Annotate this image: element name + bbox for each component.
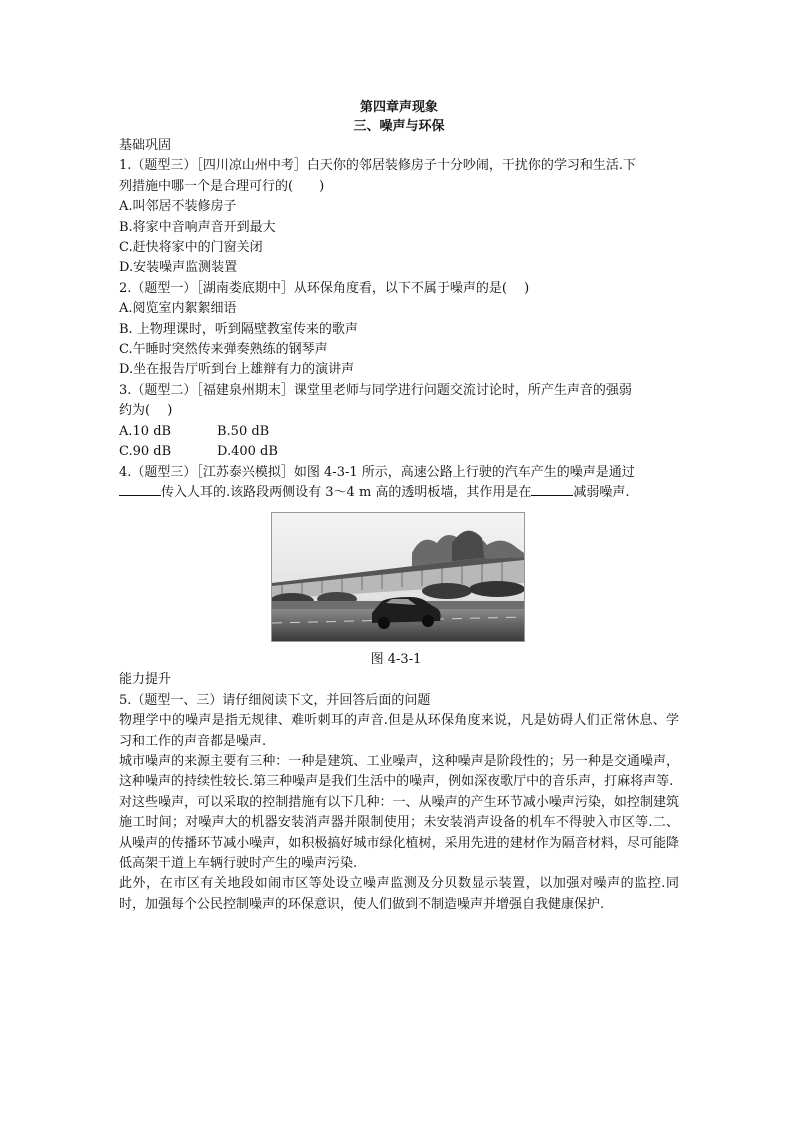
q2-option-c: C.午睡时突然传来弹奏熟练的钢琴声 (119, 342, 328, 358)
q4-stem-line2 (119, 483, 679, 503)
passage-paragraph-2: 城市噪声的来源主要有三种：一种是建筑、工业噪声，这种噪声是阶段性的；另一种是交通噪声，这种噪声的持续性较长.第三种噪声是我们生活中的噪声，例如深夜歌厅中的音乐声，打麻将声等. (119, 753, 679, 790)
section-title: 三、噪声与环保 (353, 119, 445, 134)
q3-option-a: A.10 dB (119, 423, 172, 439)
q3-options-row1 (119, 422, 679, 442)
highway-noise-barrier-photo (271, 512, 525, 642)
basic-heading: 基础巩固 (119, 138, 172, 153)
q1-stem-line2: 列措施中哪一个是合理可行的( ) (119, 178, 325, 194)
answer-blank-2[interactable] (531, 483, 573, 496)
q2-option-d: D.坐在报告厅听到台上雄辩有力的演讲声 (119, 362, 355, 378)
passage-paragraph-3: 对这些噪声，可以采取的控制措施有以下几种：一、从噪声的产生环节减小噪声污染，如控制建筑施工时间；对噪声大的机器安装消声器并限制使用；未安装消声设备的机车不得驶入市区等.二、从噪声的传播环节减小噪声，如积极搞好城市绿化植树，采用先进的建材作为隔音材料，尽可能降低高架干道上车辆行驶时产生的噪声污染. (119, 794, 679, 871)
passage-paragraph-1: 物理学中的噪声是指无规律、难听刺耳的声音.但是从环保角度来说，凡是妨碍人们正常休息、学习和工作的声音都是噪声. (119, 713, 679, 749)
q1-option-b: B.将家中音响声音开到最大 (119, 219, 276, 235)
q4-text-part2: 减弱噪声. (573, 484, 630, 500)
q5-stem: 5.（题型一、三）请仔细阅读下文，并回答后面的问题 (119, 692, 431, 708)
q3-stem-line1: 3.（题型二）［福建泉州期末］课堂里老师与同学进行问题交流讨论时，所产生声音的强弱 (119, 382, 632, 398)
chapter-title: 第四章声现象 (359, 100, 438, 115)
q2-stem: 2.（题型一）［湖南娄底期中］从环保角度看，以下不属于噪声的是( ) (119, 280, 530, 296)
q1-option-d: D.安装噪声监测装置 (119, 260, 238, 276)
q4-stem-line1: 4.（题型三）［江苏泰兴模拟］如图 4-3-1 所示，高速公路上行驶的汽车产生的噪声是通过 (119, 464, 635, 480)
q2-option-a: A.阅览室内絮絮细语 (119, 301, 237, 317)
q1-option-a: A.叫邻居不装修房子 (119, 199, 237, 215)
q3-stem-line2: 约为( ) (119, 403, 173, 419)
q1-option-c: C.赶快将家中的门窗关闭 (119, 240, 263, 256)
advanced-heading: 能力提升 (119, 672, 172, 688)
q1-stem-line1: 1.（题型三）［四川凉山州中考］白天你的邻居装修房子十分吵闹，干扰你的学习和生活.下 (119, 158, 637, 174)
q3-options-row2 (119, 442, 679, 462)
passage-paragraph-4: 此外，在市区有关地段如闹市区等处设立噪声监测及分贝数显示装置，以加强对噪声的监控.同时，加强每个公民控制噪声的环保意识，使人们做到不制造噪声并增强自我健康保护. (119, 876, 679, 912)
q4-text-part1: 传入人耳的.该路段两侧设有 3～4 m 高的透明板墙，其作用是在 (161, 484, 532, 500)
q3-option-c: C.90 dB (119, 444, 172, 460)
answer-blank-1[interactable] (119, 483, 161, 496)
q3-option-b: B.50 dB (217, 423, 270, 439)
q3-option-d: D.400 dB (217, 444, 278, 460)
figure-caption: 图 4-3-1 (370, 652, 422, 668)
worksheet-page (119, 98, 679, 915)
q2-option-b: B. 上物理课时，听到隔壁教室传来的歌声 (119, 321, 358, 337)
